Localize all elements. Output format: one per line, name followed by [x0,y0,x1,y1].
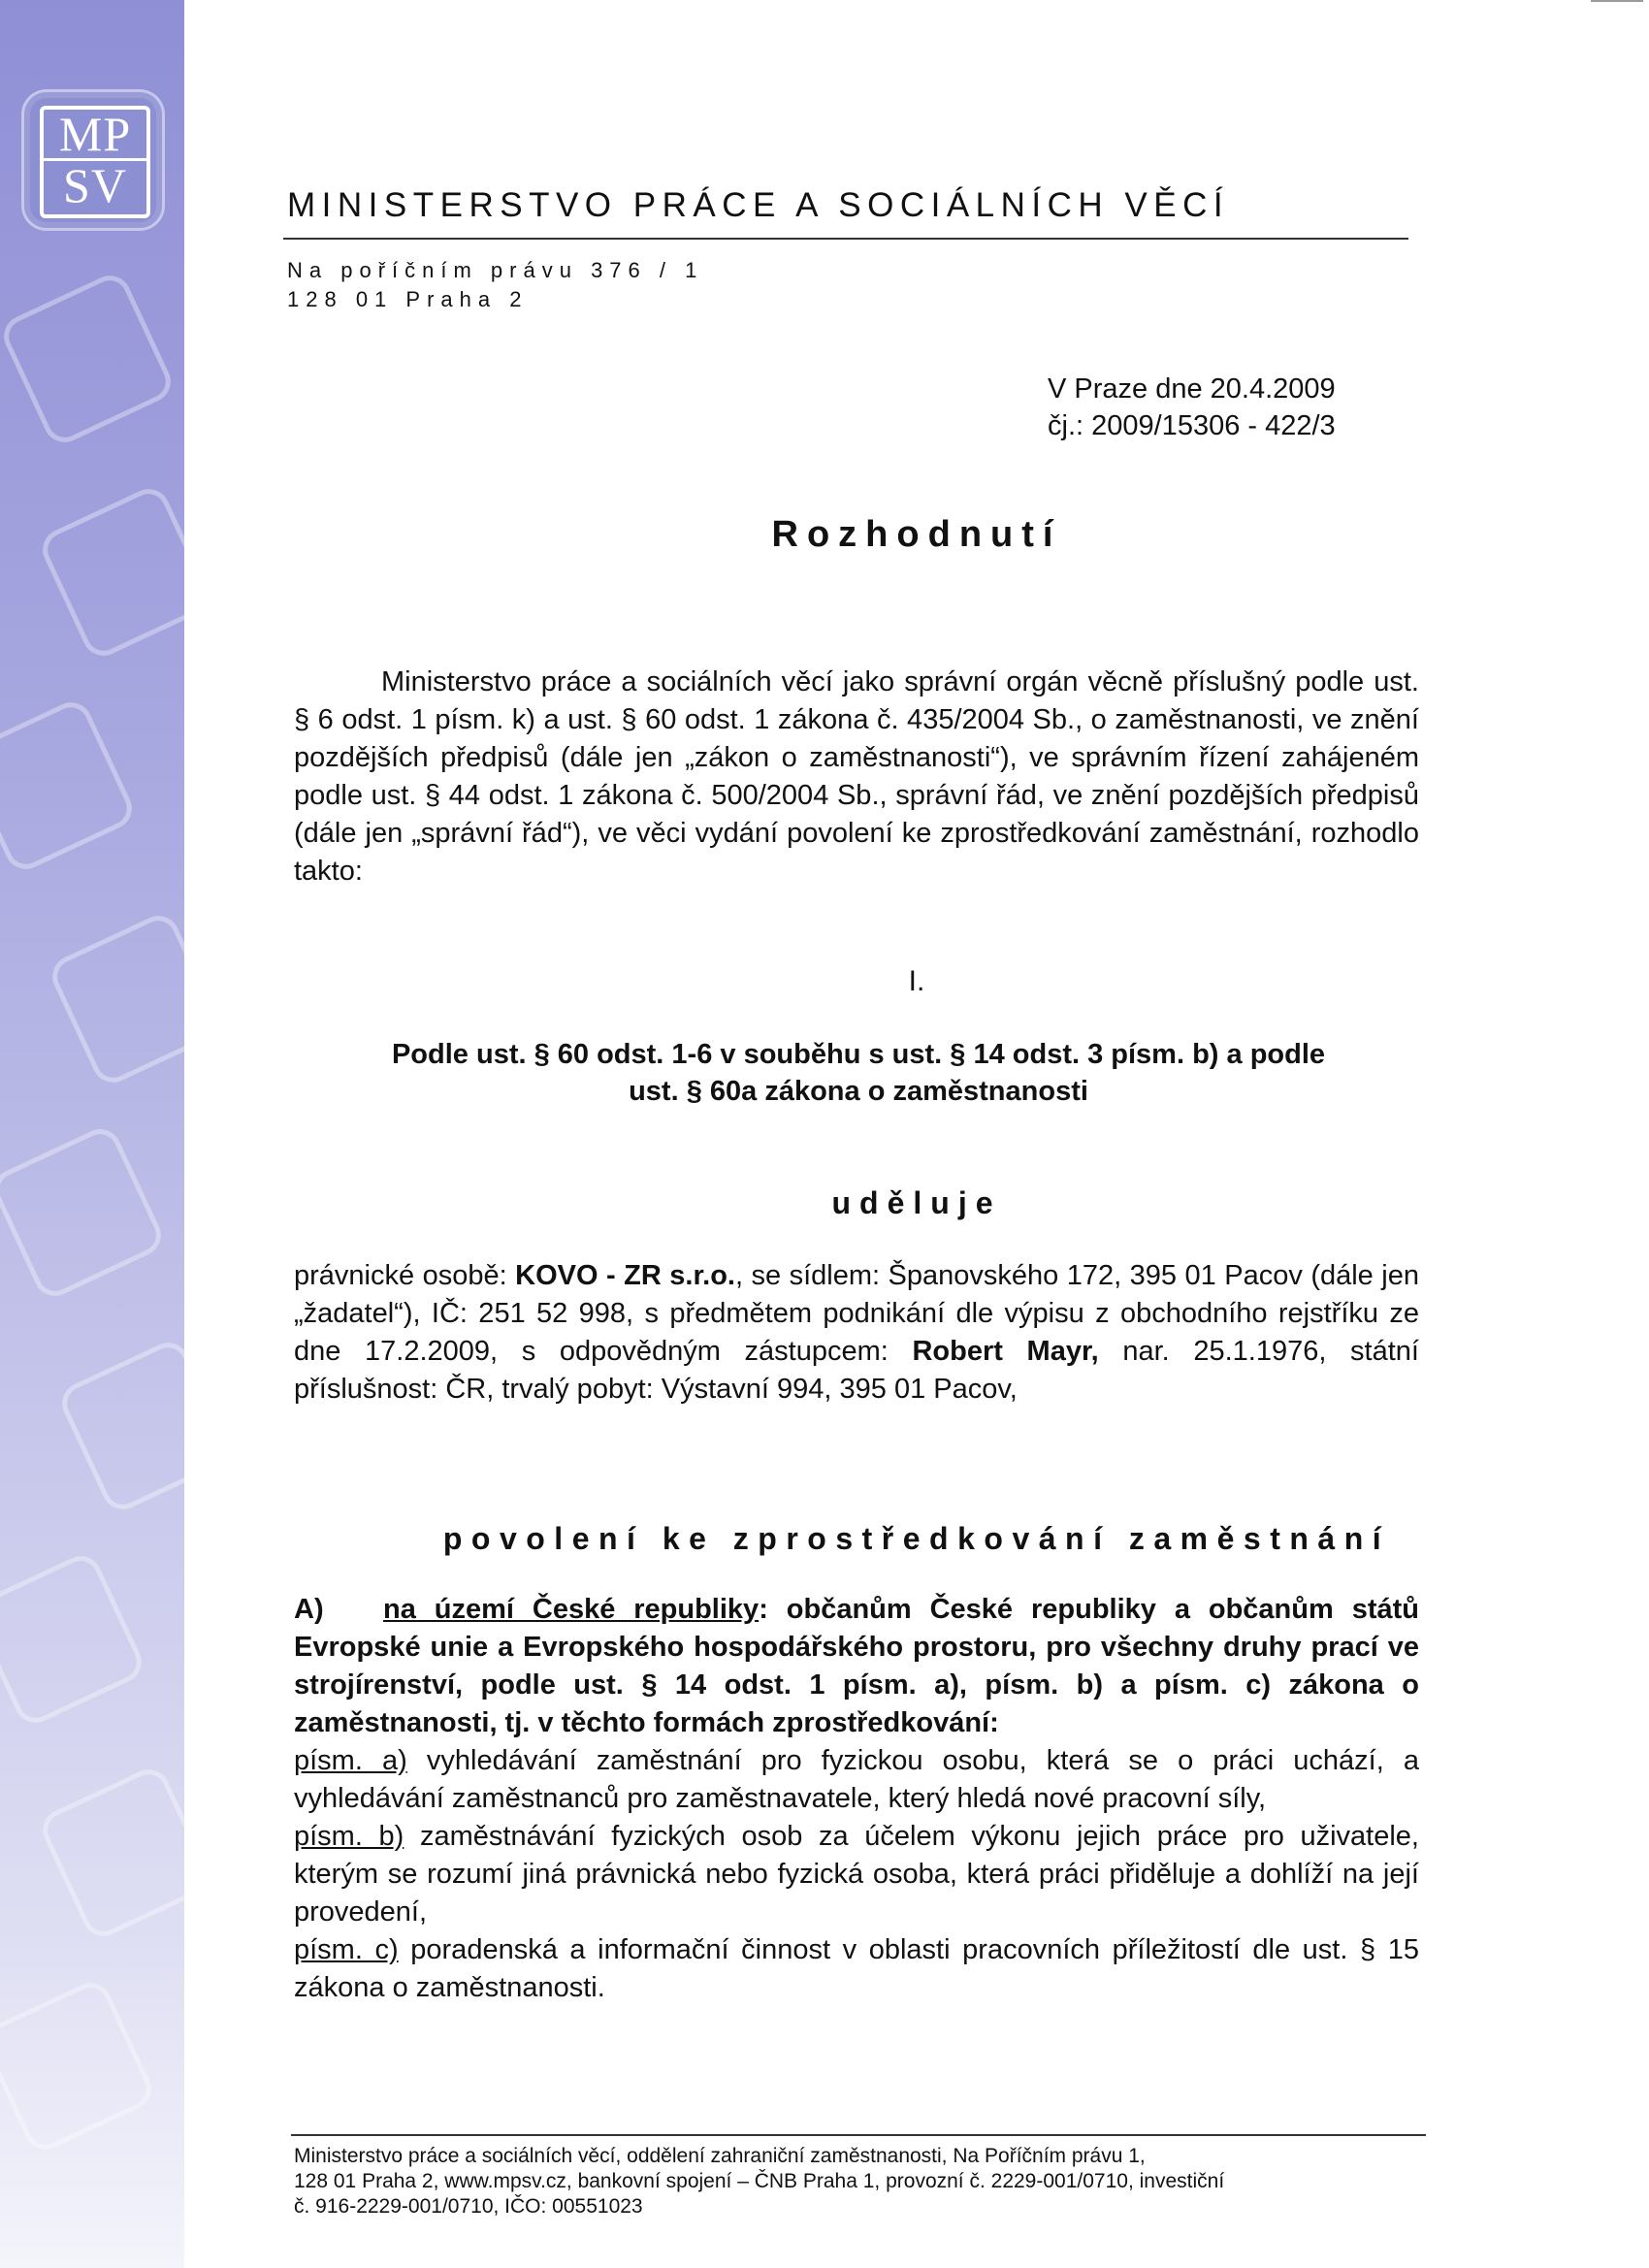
applicant-details: , se sídlem: Španovského 172, 395 01 Pacov (dále jen „žadatel“), IČ: 251 52 998, s předmětem podnikání dle výpisu z obchodního rejstříku ze dne 17.2.2009, s odpovědným zástupcem: [294,1260,1419,1367]
footer-line-3: č. 916-2229-001/0710, IČO: 00551023 [294,2195,643,2218]
applicant-prefix: právnické osobě: [294,1260,516,1291]
logo-line-2: SV [44,158,146,210]
list-item [294,1818,1419,1931]
section-a-text: : občanům České republiky a občanům států Evropské unie a Evropského hospodářského prostoru, pro všechny druhy prací ve strojírenství, podle ust. § 14 odst. 1 písm. a), písm. b) a písm. c) zákona o zaměstnanosti, tj. v těchto formách zprostředkování: [294,1594,1419,1738]
section-a-heading [294,1591,1419,1742]
item-ref: písm. c) [294,1934,399,1965]
section-a [294,1591,1419,2007]
section-numeral: I. [908,965,925,997]
decorative-side-strip [0,0,184,2268]
list-item [294,1931,1419,2007]
item-text: vyhledávání zaměstnání pro fyzickou osobu, která se o práci uchází, a vyhledávání zaměstnanců pro zaměstnavatele, který hledá nové pracovní síly, [294,1745,1419,1814]
watermark-shape [36,482,184,663]
watermark-shape [0,696,139,876]
watermark-shape [0,269,178,449]
intro-paragraph: Ministerstvo práce a sociálních věcí jako správní orgán věcně příslušný podle ust. § 6 odst. 1 písm. k) a ust. § 60 odst. 1 zákona č. 435/2004 Sb., o zaměstnanosti, ve znění pozdějších předpisů (dále jen „zákon o zaměstnanosti“), ve správním řízení zahájeném podle ust. § 44 odst. 1 zákona č. 500/2004 Sb., správní řád, ve znění pozdějších předpisů (dále jen „správní řád“), ve věci vydání povolení ke zprostředkování zaměstnání, rozhodlo takto: [294,666,1419,887]
date-reference-block [1048,371,1336,444]
footer-line-2: 128 01 Praha 2, www.mpsv.cz, bankovní spojení – ČNB Praha 1, provozní č. 2229-001/0710, investiční [294,2170,1225,2192]
reference-number: čj.: 2009/15306 - 422/3 [1048,410,1336,441]
legal-basis [310,1036,1406,1110]
permit-heading: povolení ke zprostředkování zaměstnání [442,1521,1391,1556]
item-text: poradenská a informační činnost v oblasti pracovních příležitostí dle ust. § 15 zákona o zaměstnanosti. [294,1934,1420,2003]
company-name: KOVO - ZR s.r.o. [515,1260,735,1291]
representative-name: Robert Mayr, [912,1336,1099,1367]
ministry-heading: MINISTERSTVO PRÁCE A SOCIÁLNÍCH VĚCÍ [287,186,1230,224]
document-date: V Praze dne 20.4.2009 [1048,373,1336,405]
watermark-shape [0,1549,148,1730]
applicant-suffix: nar. 25.1.1976, státní příslušnost: ČR, trvalý pobyt: Výstavní 994, 395 01 Pacov, [294,1336,1419,1405]
watermark-shape [0,1976,158,2156]
logo-line-1: MP [58,107,132,161]
item-ref: písm. a) [294,1745,407,1776]
applicant-paragraph [294,1257,1419,1409]
item-ref: písm. b) [294,1821,404,1852]
section-a-territory: na území České republiky [383,1594,760,1625]
document-title: Rozhodnutí [771,514,1062,555]
footer-line-1: Ministerstvo práce a sociálních věcí, oddělení zahraniční zaměstnanosti, Na Poříčním právu 1, [294,2145,1146,2167]
section-a-label: A) [294,1594,324,1625]
address-line-1: Na poříčním právu 376 / 1 [287,258,704,282]
watermark-shape [55,1336,184,1516]
header-divider [283,238,1408,240]
address-line-2: 128 01 Praha 2 [287,287,529,311]
corner-rule [1591,0,1643,2]
watermark-shape [46,909,184,1089]
legal-basis-line-2: ust. § 60a zákona o zaměstnanosti [629,1076,1088,1107]
footer-divider [291,2134,1426,2136]
item-text: zaměstnávání fyzických osob za účelem výkonu jejich práce pro uživatele, kterým se rozumí jiná právnická nebo fyzická osoba, která práci přiděluje a dohlíží na její provedení, [294,1821,1419,1928]
list-item [294,1742,1419,1818]
legal-basis-line-1: Podle ust. § 60 odst. 1-6 v souběhu s ust. § 14 odst. 3 písm. b) a podle [391,1039,1326,1070]
grant-verb: uděluje [831,1185,1002,1220]
footer [294,2144,1419,2219]
mpsv-logo [21,89,165,231]
watermark-shape [36,1763,184,1943]
